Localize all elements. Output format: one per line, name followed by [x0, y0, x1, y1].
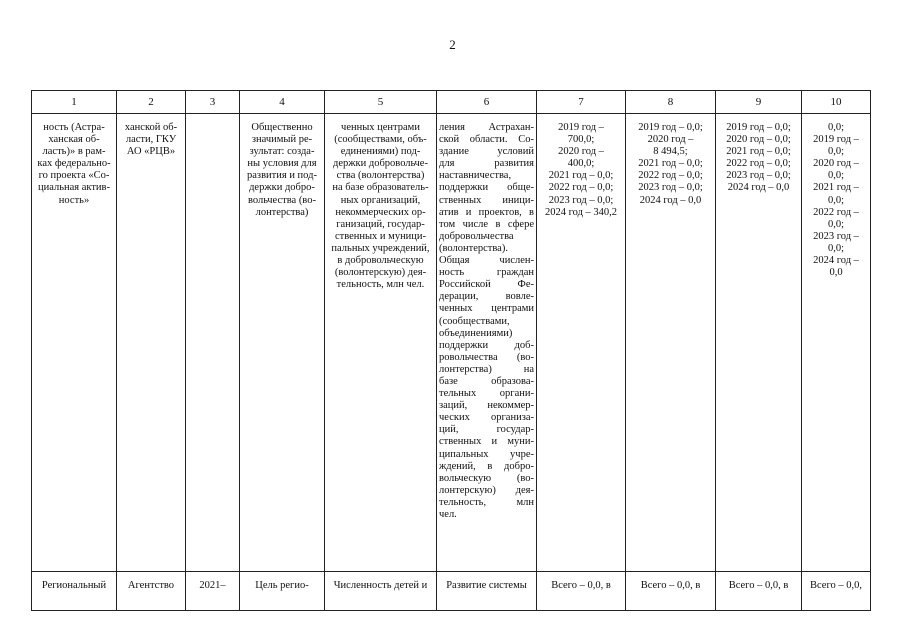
- cell-text-line: АО «РЦВ»: [126, 146, 176, 158]
- cell-text-line: (волонтерства).: [439, 242, 508, 254]
- cell-text-line: ласти, ГКУ: [125, 134, 177, 146]
- cell-text-line: заций, некоммер-: [439, 400, 534, 412]
- cell-next: Всего – 0,0,: [802, 572, 871, 611]
- cell-text-line: Общественно: [251, 122, 313, 133]
- cell-text-line: 2019 год –: [558, 122, 604, 133]
- cell-next: Агентство: [117, 572, 186, 611]
- cell-text-line: тельность, млн: [439, 496, 534, 508]
- cell-indicator: [325, 114, 437, 572]
- cell-text-line: 2022 год – 0,0;: [726, 158, 791, 170]
- cell-text-line: 2023 год – 0,0;: [726, 170, 791, 182]
- cell-text-line: 2020 год –: [647, 134, 694, 146]
- cell-text-line: чел.: [439, 509, 457, 520]
- cell-text-line: ны условия для: [247, 158, 317, 170]
- cell-text-line: 0,0;: [827, 170, 845, 182]
- cell-text-line: лонтерства) на: [439, 363, 534, 375]
- header-cell: 4: [240, 91, 325, 114]
- cell-period: [186, 114, 240, 572]
- header-cell: 10: [802, 91, 871, 114]
- cell-text-line: ганизаций, государ-: [336, 218, 425, 230]
- cell-text-line: 0,0;: [827, 218, 845, 230]
- cell-text-line: добровольчества: [439, 230, 514, 242]
- cell-text-line: ность граждан: [439, 267, 534, 279]
- cell-text-line: (волонтерскую) дея-: [334, 267, 427, 279]
- cell-project-name: [32, 114, 117, 572]
- cell-text-line: ства (волонтерства): [336, 170, 425, 182]
- cell-text-line: 2023 год – 0,0;: [548, 194, 614, 206]
- cell-text-line: ченных центрами: [439, 303, 534, 315]
- cell-next: Численность детей и: [325, 572, 437, 611]
- cell-text-line: ках федерально-: [37, 158, 111, 170]
- cell-text-line: Российской Фе-: [439, 279, 534, 291]
- document-table: [31, 90, 871, 611]
- cell-funding-8: [626, 114, 716, 572]
- cell-text-line: на базе образователь-: [332, 182, 429, 194]
- cell-text-line: 400,0;: [567, 158, 595, 170]
- cell-text-line: лонтерскую) дея-: [439, 484, 534, 496]
- cell-text-line: 2022 год – 0,0;: [548, 182, 614, 194]
- cell-text-line: вольчества (во-: [248, 194, 316, 206]
- cell-text-line: для развития: [439, 158, 534, 170]
- header-cell: 7: [537, 91, 626, 114]
- cell-text-line: 700,0;: [567, 134, 595, 146]
- cell-text-line: ственных и муни-: [439, 436, 534, 448]
- header-cell: 8: [626, 91, 716, 114]
- cell-funding-10: [802, 114, 871, 572]
- cell-text-line: 2021 год – 0,0;: [638, 158, 703, 170]
- cell-text-line: дерации, вовле-: [439, 291, 534, 303]
- cell-next: 2021–: [186, 572, 240, 611]
- cell-text-line: 0,0: [829, 267, 843, 279]
- cell-text-line: 2019 год – 0,0;: [726, 122, 791, 133]
- cell-text-line: ждений, в добро-: [439, 460, 534, 472]
- cell-text-line: 0,0;: [827, 122, 845, 133]
- table-header-row: [32, 91, 871, 114]
- cell-text-line: ханской об-: [124, 122, 178, 133]
- cell-text-line: ханская об-: [48, 134, 100, 146]
- page-number: 2: [449, 37, 456, 52]
- cell-text-line: ций, государ-: [439, 424, 534, 436]
- cell-text-line: держки добровольче-: [333, 158, 428, 170]
- cell-next: Региональный: [32, 572, 117, 611]
- header-cell: 2: [117, 91, 186, 114]
- cell-text-line: 2023 год –: [813, 230, 859, 242]
- cell-description: [437, 114, 537, 572]
- cell-next: Всего – 0,0, в: [537, 572, 626, 611]
- cell-text-line: ственных иници-: [439, 194, 534, 206]
- cell-text-line: 2020 год –: [558, 146, 604, 158]
- cell-text-line: 2023 год – 0,0;: [638, 182, 703, 194]
- cell-funding-9: [716, 114, 802, 572]
- cell-next: Всего – 0,0, в: [626, 572, 716, 611]
- cell-text-line: ления Астрахан-: [439, 122, 534, 133]
- table-row: [32, 572, 871, 611]
- cell-text-line: в добровольческую: [337, 255, 424, 267]
- cell-text-line: ность»: [58, 194, 90, 206]
- cell-text-line: Общая числен-: [439, 255, 534, 267]
- cell-funding-7: [537, 114, 626, 572]
- cell-text-line: единениями) под-: [340, 146, 421, 158]
- cell-text-line: значимый ре-: [251, 134, 313, 146]
- cell-text-line: 2022 год –: [813, 206, 859, 218]
- cell-text-line: держки добро-: [249, 182, 315, 194]
- cell-text-line: тельность, млн чел.: [336, 279, 425, 291]
- cell-text-line: 2024 год – 0,0: [727, 182, 790, 194]
- cell-text-line: ческих организа-: [439, 412, 534, 424]
- cell-text-line: том числе в сфере: [439, 218, 534, 230]
- cell-text-line: 0,0;: [827, 242, 845, 254]
- cell-text-line: циальная актив-: [37, 182, 111, 194]
- cell-text-line: зультат: созда-: [249, 146, 315, 158]
- cell-text-line: (сообществами, объ-: [334, 134, 427, 146]
- cell-text-line: ченных центрами: [341, 122, 420, 133]
- cell-text-line: ных организаций,: [340, 194, 421, 206]
- cell-text-line: поддержки обще-: [439, 182, 534, 194]
- cell-text-line: 8 494,5;: [653, 146, 688, 158]
- cell-text-line: наставничества,: [439, 170, 512, 182]
- cell-text-line: ровольчества (во-: [439, 351, 534, 363]
- cell-result: [240, 114, 325, 572]
- cell-next: Развитие системы: [437, 572, 537, 611]
- cell-text-line: вольческую (во-: [439, 472, 534, 484]
- cell-text-line: ственных и муници-: [334, 230, 427, 242]
- cell-text-line: 2020 год –: [813, 158, 859, 170]
- cell-text-line: (сообществами,: [439, 315, 510, 327]
- header-cell: 5: [325, 91, 437, 114]
- cell-text-line: атив и проектов, в: [439, 206, 534, 218]
- cell-text-line: 0,0;: [827, 146, 845, 158]
- header-cell: 6: [437, 91, 537, 114]
- cell-text-line: объединениями): [439, 327, 513, 339]
- cell-text-line: 2019 год –: [813, 134, 859, 146]
- cell-text-line: 2021 год – 0,0;: [726, 146, 791, 158]
- cell-text-line: 2020 год – 0,0;: [726, 134, 791, 146]
- cell-text-line: 2024 год –: [813, 255, 859, 267]
- cell-text-line: го проекта «Со-: [38, 170, 110, 182]
- cell-text-line: 2024 год – 340,2: [544, 206, 618, 218]
- cell-text-line: поддержки доб-: [439, 339, 534, 351]
- cell-next: Всего – 0,0, в: [716, 572, 802, 611]
- cell-text-line: лонтерства): [255, 206, 309, 218]
- cell-next: Цель регио-: [240, 572, 325, 611]
- cell-text-line: развития и под-: [247, 170, 317, 182]
- cell-text-line: 0,0;: [827, 194, 845, 206]
- cell-executor: [117, 114, 186, 572]
- header-cell: 3: [186, 91, 240, 114]
- cell-text-line: здание условий: [439, 146, 534, 158]
- cell-text-line: некоммерческих ор-: [335, 206, 426, 218]
- cell-text-line: 2024 год – 0,0: [639, 194, 702, 206]
- header-cell: 1: [32, 91, 117, 114]
- cell-text-line: 2019 год – 0,0;: [638, 122, 703, 133]
- header-cell: 9: [716, 91, 802, 114]
- cell-text-line: тельных органи-: [439, 388, 534, 400]
- cell-text-line: ность (Астра-: [43, 122, 105, 133]
- cell-text-line: 2021 год –: [813, 182, 859, 194]
- cell-text-line: 2021 год – 0,0;: [548, 170, 614, 182]
- cell-text-line: пальных учреждений,: [331, 242, 430, 254]
- cell-text-line: 2022 год – 0,0;: [638, 170, 703, 182]
- table-row: [32, 114, 871, 572]
- cell-text-line: ской области. Со-: [439, 134, 534, 146]
- cell-text-line: базе образова-: [439, 375, 534, 387]
- cell-text-line: ципальных учре-: [439, 448, 534, 460]
- cell-text-line: ласть)» в рам-: [42, 146, 106, 158]
